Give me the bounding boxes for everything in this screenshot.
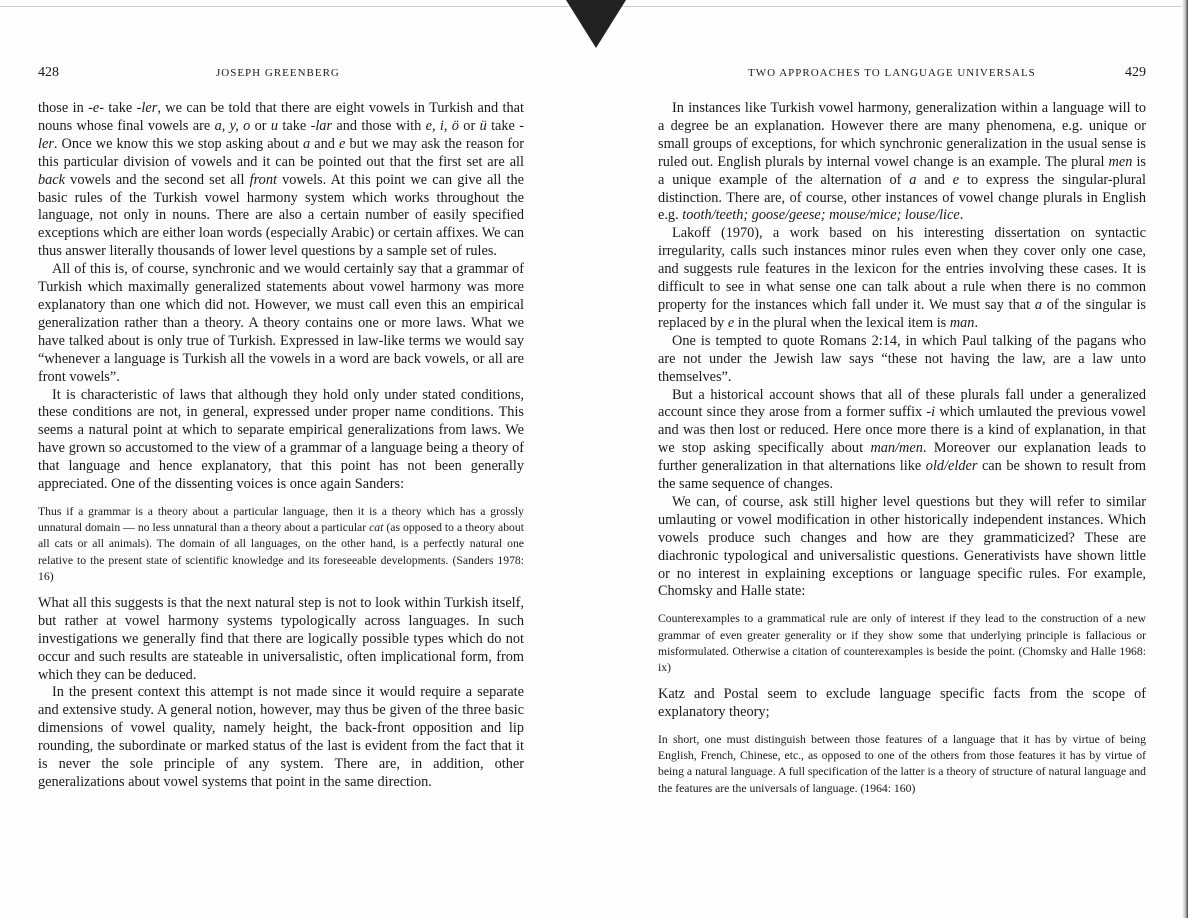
block-quote: In short, one must distinguish between those features of a language that it has by virtue of being English, French, Chinese, etc., as opposed to one of the others from those features it has by virtue of being a natural language. A full specification of the latter is a theory of structure of natural language and the features are the universals of language. (1964: 160) bbox=[658, 733, 1146, 795]
paragraph: In instances like Turkish vowel harmony, generalization within a language will to a degree be an explanation. However there are many phenomena, e.g. unique or small groups of exceptions, for which synchronic generalization in the usual sense is ruled out. English plurals by internal vowel change is an example. The plural men is a unique example of the alternation of a and e to express the singular-plural distinction. There are, of course, other instances of vowel change plurals in English e.g. tooth/teeth; goose/geese; mouse/mice; louse/lice. bbox=[658, 100, 1147, 224]
right-page bbox=[658, 62, 1146, 807]
right-page-header bbox=[658, 62, 1146, 84]
paragraph: One is tempted to quote Romans 2:14, in which Paul talking of the pagans who are not under the Jewish law says “these not having the law, are a law unto themselves”. bbox=[658, 332, 1146, 385]
scan-right-edge bbox=[1182, 0, 1188, 918]
left-running-head: JOSEPH GREENBERG bbox=[216, 67, 340, 79]
left-page-body bbox=[38, 100, 524, 792]
paragraph: those in -e- take -ler, we can be told that there are eight vowels in Turkish and that nouns whose final vowels are a, y, o or u take -lar and those with e, i, ö or ü take -ler. Once we know this we stop asking about a and e but we may ask the reason for this particular division of vowels and it can be pointed out that the first set are all back vowels and the second set all front vowels. At this point we can give all the basic rules of the Turkish vowel harmony system which works throughout the language, not only in nouns. There are also a certain number of easily specified exceptions which are either loan words (especially Arabic) or certain affixes. We can thus answer literally thousands of lower level questions by a sample set of rules. bbox=[38, 100, 524, 260]
paragraph: Katz and Postal seem to exclude language specific facts from the scope of explanatory theory; bbox=[658, 686, 1146, 721]
right-running-head: TWO APPROACHES TO LANGUAGE UNIVERSALS bbox=[748, 67, 1036, 79]
paragraph: All of this is, of course, synchronic and we would certainly say that a grammar of Turkish which maximally generalized statements about vowel harmony was more explanatory than one which did not. However, we must call even this an empirical generalization rather than a theory. A theory contains one or more laws. What we have talked about is only true of Turkish. Expressed in law-like terms we would say “whenever a language is Turkish all the vowels in a word are back vowels, or all are front vowels”. bbox=[38, 261, 524, 385]
block-quote: Thus if a grammar is a theory about a particular language, then it is a theory which has a grossly unnatural domain — no less unnatural than a theory about a particular cat (as opposed to a theory about all cats or all animals). The domain of all languages, on the other hand, is a perfectly natural one relative to the present state of scientific knowledge and its foreseeable developments. (Sanders 1978: 16) bbox=[38, 504, 524, 583]
block-quote: Counterexamples to a grammatical rule are only of interest if they lead to the construction of a new grammar of even greater generality or if they show some that underlying principle is fallacious or misformulated. Otherwise a citation of counterexamples is beside the point. (Chomsky and Halle 1968: ix) bbox=[658, 612, 1146, 674]
left-page-number: 428 bbox=[38, 65, 59, 80]
left-page-header bbox=[38, 62, 524, 84]
paragraph: What all this suggests is that the next natural step is not to look within Turkish itself, but rather at vowel harmony systems typologically across languages. In such investigations we generally find that there are logically possible types which do not occur and such results are stateable in universalistic, often implicational form, from which they can be deduced. bbox=[38, 594, 524, 683]
right-page-body bbox=[658, 100, 1146, 797]
left-page bbox=[38, 62, 524, 792]
paragraph: We can, of course, ask still higher level questions but they will refer to similar umlauting or vowel modification in other historically independent instances. Which vowels produce such changes and how are they grammaticized? These are diachronic typological and universalistic questions. Generativists have shown little or no interest in explaining exceptions or language specific rules. For example, Chomsky and Halle state: bbox=[658, 493, 1146, 600]
paragraph: It is characteristic of laws that although they hold only under stated conditions, these conditions are not, in general, expressed under proper name conditions. This seems a natural point at which to separate empirical generalizations from laws. We have grown so accustomed to the view of a grammar of a language being a theory of that language and hence explanatory, that this point has not been generally appreciated. One of the dissenting voices is once again Sanders: bbox=[38, 386, 524, 493]
paragraph: But a historical account shows that all of these plurals fall under a generalized account since they arose from a former suffix -i which umlauted the previous vowel and was then lost or reduced. Here once more there is a kind of explanation, in that we stop asking specifically about man/men. Moreover our explanation leads to further generalization in that alternations like old/elder can be shown to result from the same sequence of changes. bbox=[658, 386, 1146, 493]
book-binding-shadow bbox=[566, 0, 626, 48]
paragraph: Lakoff (1970), a work based on his interesting dissertation on syntactic irregularity, calls such instances minor rules even when they cover only one case, and suggests rule features in the lexicon for the entries involving these cases. It is difficult to see in what sense one can talk about a rule when there is no common property for the instances which fall under it. We must say that a of the singular is replaced by e in the plural when the lexical item is man. bbox=[658, 225, 1146, 331]
right-page-number: 429 bbox=[1125, 65, 1146, 80]
paragraph: In the present context this attempt is not made since it would require a separate and extensive study. A general notion, however, may thus be given of the three basic dimensions of vowel quality, namely height, the back-front opposition and lip rounding, the subordinate or marked status of the last is evident from the fact that it is never the sole principle of any system. There are, in addition, other generalizations about vowel systems that point in the same direction. bbox=[38, 684, 524, 791]
